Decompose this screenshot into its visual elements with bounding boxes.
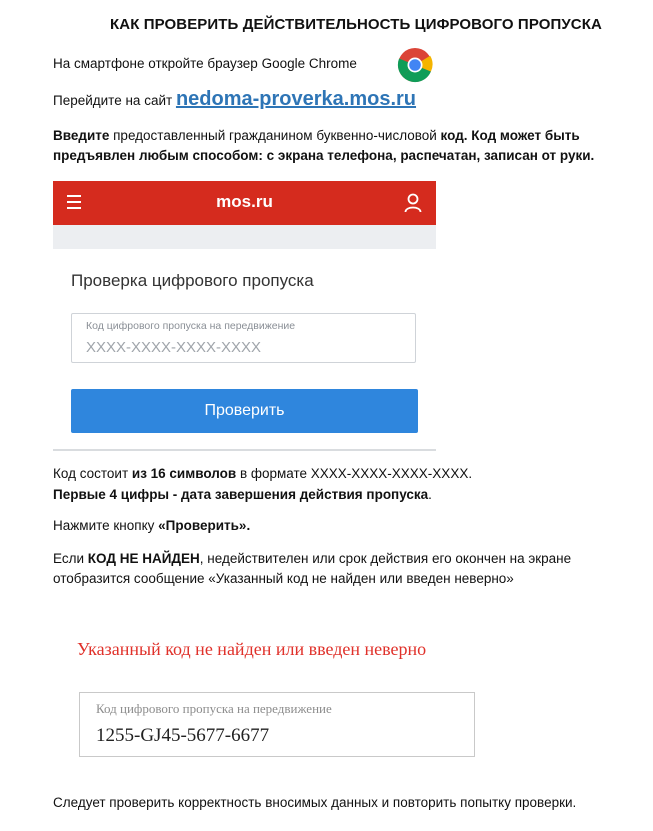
mockup-heading: Проверка цифрового пропуска xyxy=(71,271,314,290)
chrome-icon xyxy=(397,47,433,83)
enter-bold-1: Введите xyxy=(53,128,110,143)
format-line xyxy=(53,464,472,484)
mockup-header xyxy=(53,181,436,225)
press-line xyxy=(53,516,250,536)
code-input-placeholder: XXXX-XXXX-XXXX-XXXX xyxy=(86,339,262,356)
format-text-1: Код состоит xyxy=(53,466,132,481)
mockup-divider xyxy=(53,449,436,451)
site-link[interactable]: nedoma-proverka.mos.ru xyxy=(175,88,417,110)
code-input[interactable] xyxy=(71,313,416,363)
error-field-label: Код цифрового пропуска на передвижение xyxy=(96,701,332,716)
step-site-prefix: Перейдите на сайт xyxy=(53,93,173,108)
step-enter-code xyxy=(53,126,633,166)
notfound-text-1: Если xyxy=(53,551,88,566)
enter-bold-2: код. Код может быть предъявлен любым способом: с экрана телефона, распечатан, записан от руки. xyxy=(53,128,595,163)
user-icon[interactable] xyxy=(404,193,422,213)
error-field-value: 1255-GJ45-5677-6677 xyxy=(96,725,270,746)
notfound-bold: КОД НЕ НАЙДЕН xyxy=(87,551,200,566)
mockup-brand: mos.ru xyxy=(216,192,273,211)
page-title: КАК ПРОВЕРИТЬ ДЕЙСТВИТЕЛЬНОСТЬ ЦИФРОВОГО ПРОПУСКА xyxy=(110,16,602,33)
error-message: Указанный код не найден или введен неверно xyxy=(77,639,427,659)
format-bold-1: из 16 символов xyxy=(131,466,237,481)
enter-text-1: предоставленный гражданином буквенно-числовой xyxy=(109,128,441,143)
first4-bold: Первые 4 цифры - дата завершения действия пропуска xyxy=(53,487,429,502)
error-code-field xyxy=(79,692,475,757)
notfound-line xyxy=(53,549,623,589)
press-bold: «Проверить». xyxy=(158,518,251,533)
format-text-2: в формате XXXX-XXXX-XXXX-XXXX. xyxy=(236,466,473,481)
notfound-text-2: , недействителен или срок действия его окончен на экране отобразится сообщение «Указанный код не найден или введен неверно» xyxy=(53,551,572,586)
final-line: Следует проверить корректность вносимых данных и повторить попытку проверки. xyxy=(53,795,577,810)
first4-text: . xyxy=(428,487,432,502)
check-button[interactable]: Проверить xyxy=(71,389,418,433)
step-open-browser: На смартфоне откройте браузер Google Chrome xyxy=(53,56,357,71)
press-text: Нажмите кнопку xyxy=(53,518,159,533)
step-open-site xyxy=(53,89,416,111)
mockup-strip xyxy=(53,225,436,249)
first4-line xyxy=(53,485,432,505)
mosru-check-mockup xyxy=(53,181,436,451)
code-input-label: Код цифрового пропуска на передвижение xyxy=(86,320,296,332)
